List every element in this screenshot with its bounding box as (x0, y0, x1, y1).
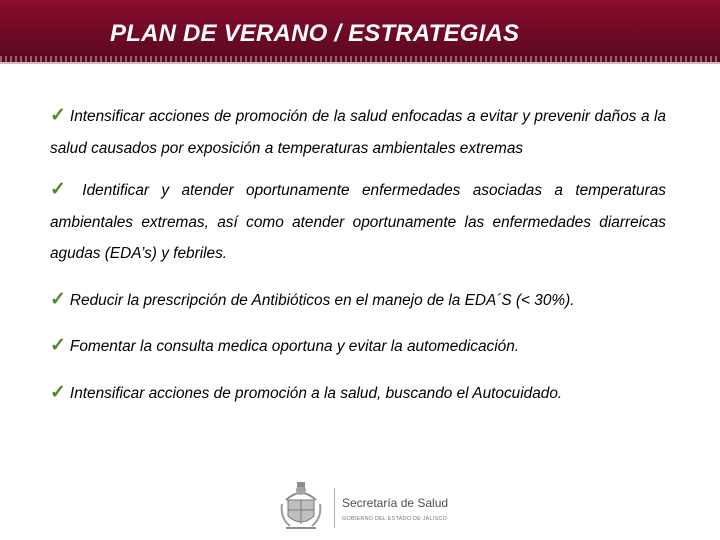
check-mark-icon: ✓ (50, 105, 66, 126)
list-item (50, 174, 666, 270)
logo-text: Secretaría de Salud (342, 496, 449, 510)
list-item (50, 330, 666, 363)
check-mark-icon: ✓ (50, 335, 66, 356)
check-mark-icon: ✓ (50, 381, 66, 403)
strategy-list (50, 100, 666, 409)
check-mark-icon: ✓ (50, 288, 66, 310)
list-item (50, 284, 666, 317)
item-text: Intensificar acciones de promoción a la salud, buscando el Autocuidado. (69, 384, 563, 402)
list-item (50, 377, 666, 410)
jalisco-seal-icon (276, 478, 326, 532)
item-text: Reducir la prescripción de Antibióticos en el manejo de la EDA´S (< 30%). (69, 291, 575, 309)
list-item (50, 100, 666, 164)
title-bar (0, 0, 720, 62)
item-text: Fomentar la consulta medica oportuna y evitar la automedicación. (69, 338, 520, 355)
header-divider (0, 62, 720, 64)
logo-subtext: GOBIERNO DEL ESTADO DE JALISCO (342, 516, 448, 522)
item-text: Intensificar acciones de promoción de la salud enfocadas a evitar y prevenir daños a la salud causados por exposición a temperaturas ambientales extremas (50, 108, 666, 157)
page-title: PLAN DE VERANO / ESTRATEGIAS (110, 20, 520, 47)
check-mark-icon: ✓ (50, 179, 66, 200)
item-text: Identificar y atender oportunamente enfermedades asociadas a temperaturas ambientales extremas, así como atender oportunamente las enfermedades diarreicas agudas (EDA’s) y febriles. (50, 182, 666, 262)
logo-divider (334, 488, 335, 528)
secretaria-de-salud-logo (272, 474, 462, 534)
